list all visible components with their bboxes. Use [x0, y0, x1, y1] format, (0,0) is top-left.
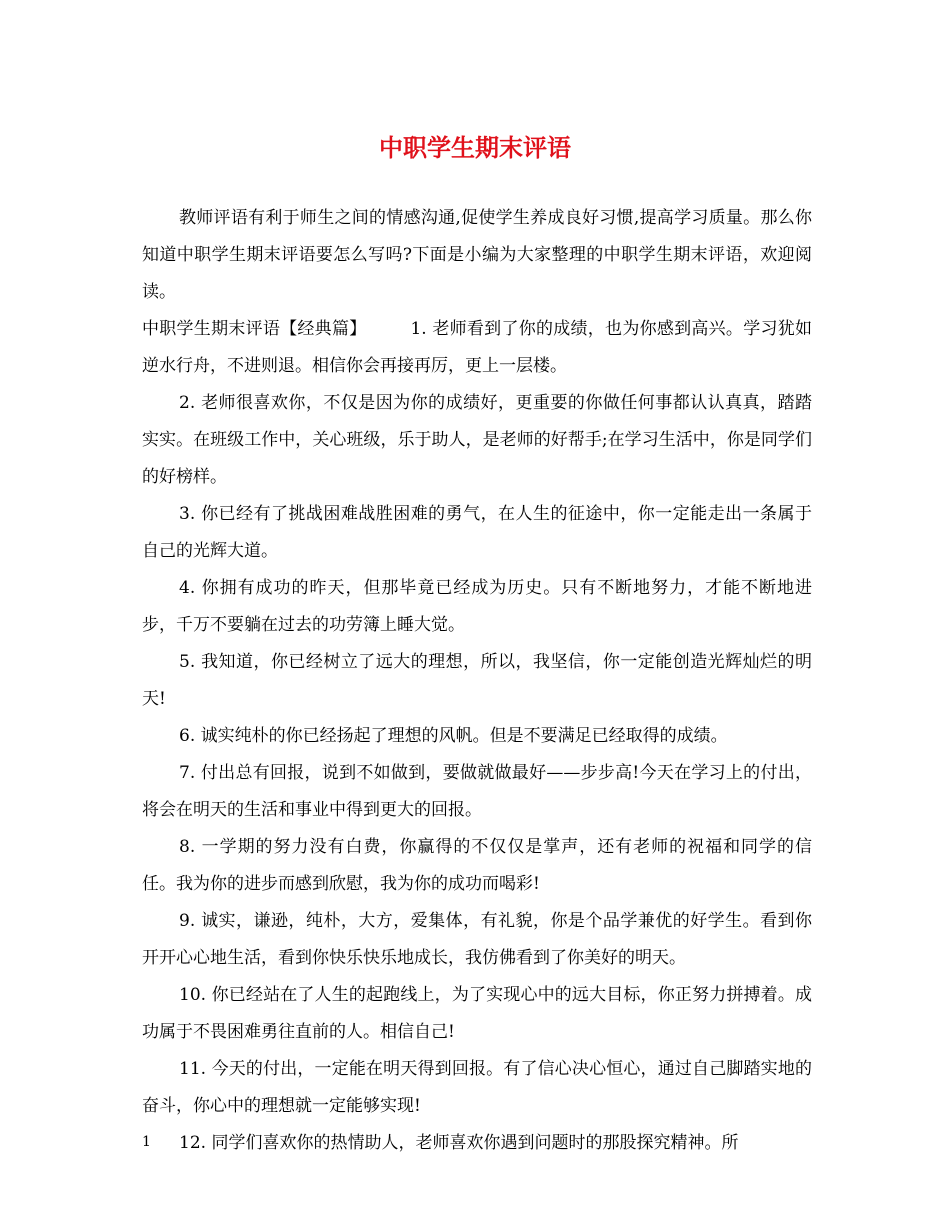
list-item: 4. 你拥有成功的昨天，但那毕竟已经成为历史。只有不断地努力，才能不断地进步，千万不要躺在过去的功劳簿上睡大觉。 [142, 578, 812, 635]
list-item: 1. 老师看到了你的成绩，也为你感到高兴。学习犹如逆水行舟，不进则退。相信你会再接再厉，更上一层楼。 [142, 319, 812, 376]
list-item: 5. 我知道，你已经树立了远大的理想，所以，我坚信，你一定能创造光辉灿烂的明天! [142, 652, 812, 709]
section-paragraph [142, 311, 812, 385]
document-title: 中职学生期末评语 [379, 133, 571, 162]
intro-paragraph: 教师评语有利于师生之间的情感沟通,促使学生养成良好习惯,提高学习质量。那么你知道中职学生期末评语要怎么写吗?下面是小编为大家整理的中职学生期末评语，欢迎阅读。 [142, 208, 812, 302]
list-item: 7. 付出总有回报，说到不如做到，要做就做最好——步步高!今天在学习上的付出，将会在明天的生活和事业中得到更大的回报。 [142, 763, 812, 820]
list-item: 8. 一学期的努力没有白费，你赢得的不仅仅是掌声，还有老师的祝福和同学的信任。我为你的进步而感到欣慰，我为你的成功而喝彩! [142, 837, 812, 894]
page-number: 1 [142, 1134, 151, 1150]
document-body [142, 200, 812, 1162]
list-item: 9. 诚实，谦逊，纯朴，大方，爱集体，有礼貌，你是个品学兼优的好学生。看到你开开心心地生活，看到你快乐快乐地成长，我仿佛看到了你美好的明天。 [142, 911, 812, 968]
section-heading: 中职学生期末评语【经典篇】 [142, 319, 367, 339]
list-item: 2. 老师很喜欢你，不仅是因为你的成绩好，更重要的你做任何事都认认真真，踏踏实实。在班级工作中，关心班级，乐于助人，是老师的好帮手;在学习生活中，你是同学们的好榜样。 [142, 393, 812, 487]
list-item: 6. 诚实纯朴的你已经扬起了理想的风帆。但是不要满足已经取得的成绩。 [179, 726, 728, 746]
list-item: 10. 你已经站在了人生的起跑线上，为了实现心中的远大目标，你正努力拼搏着。成功属于不畏困难勇往直前的人。相信自己! [142, 985, 812, 1042]
list-item: 3. 你已经有了挑战困难战胜困难的勇气，在人生的征途中，你一定能走出一条属于自己的光辉大道。 [142, 504, 812, 561]
list-item: 12. 同学们喜欢你的热情助人，老师喜欢你遇到问题时的那股探究精神。所 [179, 1133, 739, 1153]
list-item: 11. 今天的付出，一定能在明天得到回报。有了信心决心恒心，通过自己脚踏实地的奋斗，你心中的理想就一定能够实现! [142, 1059, 812, 1116]
